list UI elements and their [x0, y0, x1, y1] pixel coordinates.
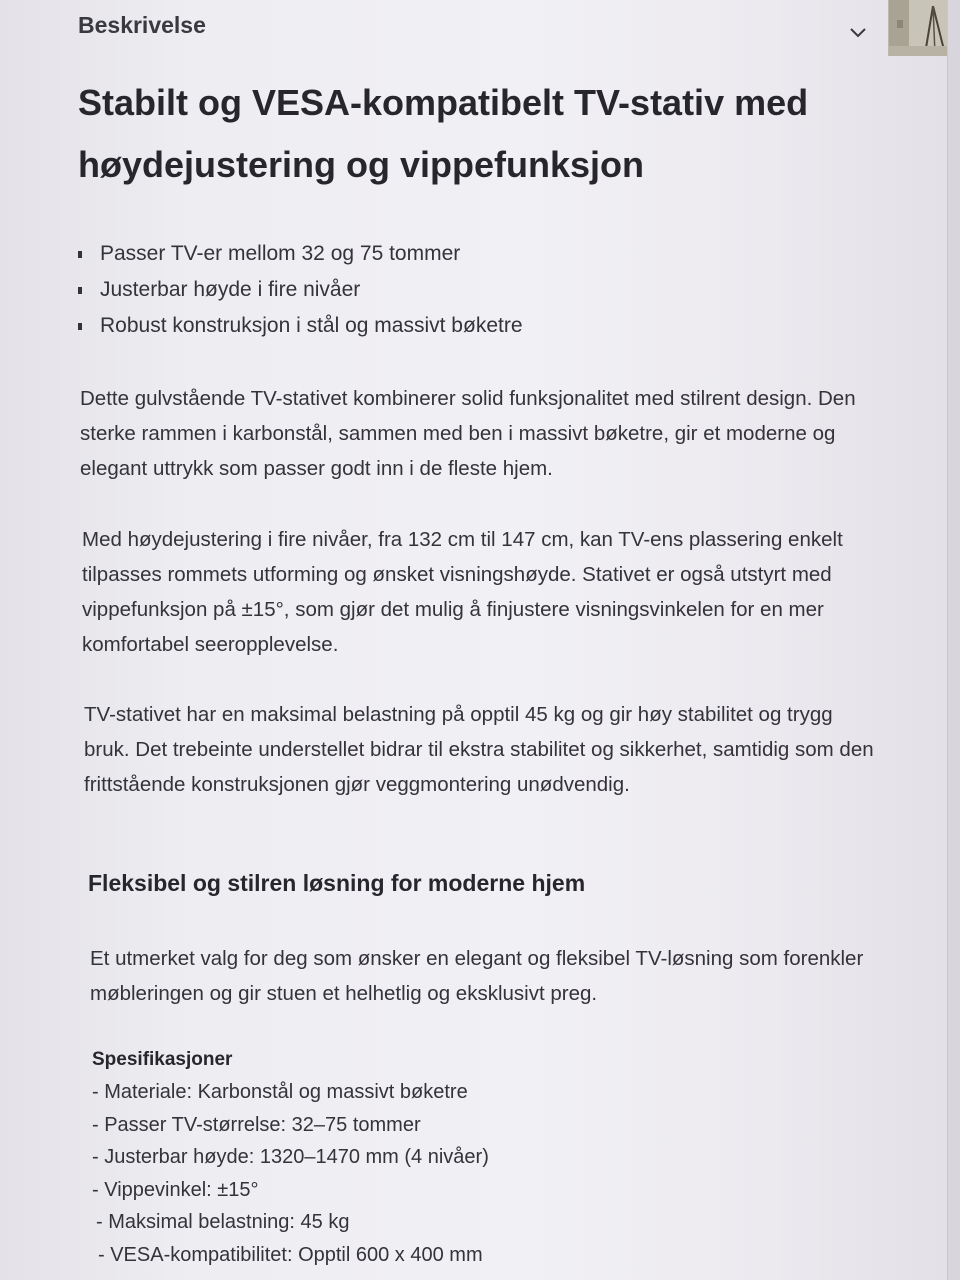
specifications-block	[92, 1044, 872, 1271]
spec-item: - Materiale: Karbonstål og massivt bøketre	[92, 1081, 468, 1103]
bullet-icon	[78, 323, 82, 330]
description-paragraph: Dette gulvstående TV-stativet kombinerer solid funksjonalitet med stilrent design. Den sterke rammen i karbonstål, sammen med ben i massivt bøketre, gir et moderne og elegant uttrykk som passer godt inn i de fleste hjem.	[80, 387, 856, 480]
bullet-icon	[78, 287, 82, 294]
highlight-text: Robust konstruksjon i stål og massivt bøketre	[100, 314, 523, 337]
spec-item: - Maksimal belastning: 45 kg	[96, 1211, 350, 1233]
chevron-down-icon[interactable]	[848, 22, 868, 42]
specs-title: Spesifikasjoner	[92, 1049, 233, 1070]
scrollbar-track[interactable]	[947, 0, 960, 1280]
description-paragraph: Med høydejustering i fire nivåer, fra 132 cm til 147 cm, kan TV-ens plassering enkelt tilpasses rommets utforming og ønsket visningshøyde. Stativet er også utstyrt med vippefunksjon på ±15°, som gjør det mulig å finjustere visningsvinkelen for en mer komfortabel seeropplevelse.	[82, 528, 843, 656]
spec-item: - Vippevinkel: ±15°	[92, 1178, 259, 1201]
highlight-text: Justerbar høyde i fire nivåer	[100, 278, 361, 301]
section-subheading: Fleksibel og stilren løsning for moderne hjem	[88, 870, 586, 896]
product-title: Stabilt og VESA-kompatibelt TV-stativ med høydejustering og vippefunksjon	[78, 82, 809, 185]
description-paragraph: TV-stativet har en maksimal belastning på opptil 45 kg og gir høy stabilitet og trygg bruk. Det trebeinte understellet bidrar til ekstra stabilitet og sikkerhet, samtidig som den frittstående konstruksjonen gjør veggmontering unødvendig.	[84, 703, 874, 796]
spec-item: - VESA-kompatibilitet: Opptil 600 x 400 mm	[98, 1243, 483, 1266]
spec-item: - Passer TV-størrelse: 32–75 tommer	[92, 1113, 421, 1136]
highlight-item	[78, 272, 523, 308]
highlights-list	[78, 236, 523, 344]
highlight-item	[78, 236, 523, 272]
highlight-text: Passer TV-er mellom 32 og 75 tommer	[100, 242, 461, 265]
bullet-icon	[78, 251, 82, 258]
highlight-item	[78, 308, 523, 344]
section-label: Beskrivelse	[78, 12, 206, 38]
specs-list	[92, 1076, 872, 1271]
spec-item: - Justerbar høyde: 1320–1470 mm (4 nivåer)	[92, 1146, 489, 1168]
closing-paragraph: Et utmerket valg for deg som ønsker en elegant og fleksibel TV-løsning som forenkler møbleringen og gir stuen et helhetlig og eksklusivt preg.	[90, 947, 864, 1005]
description-section-header[interactable]	[78, 8, 878, 48]
